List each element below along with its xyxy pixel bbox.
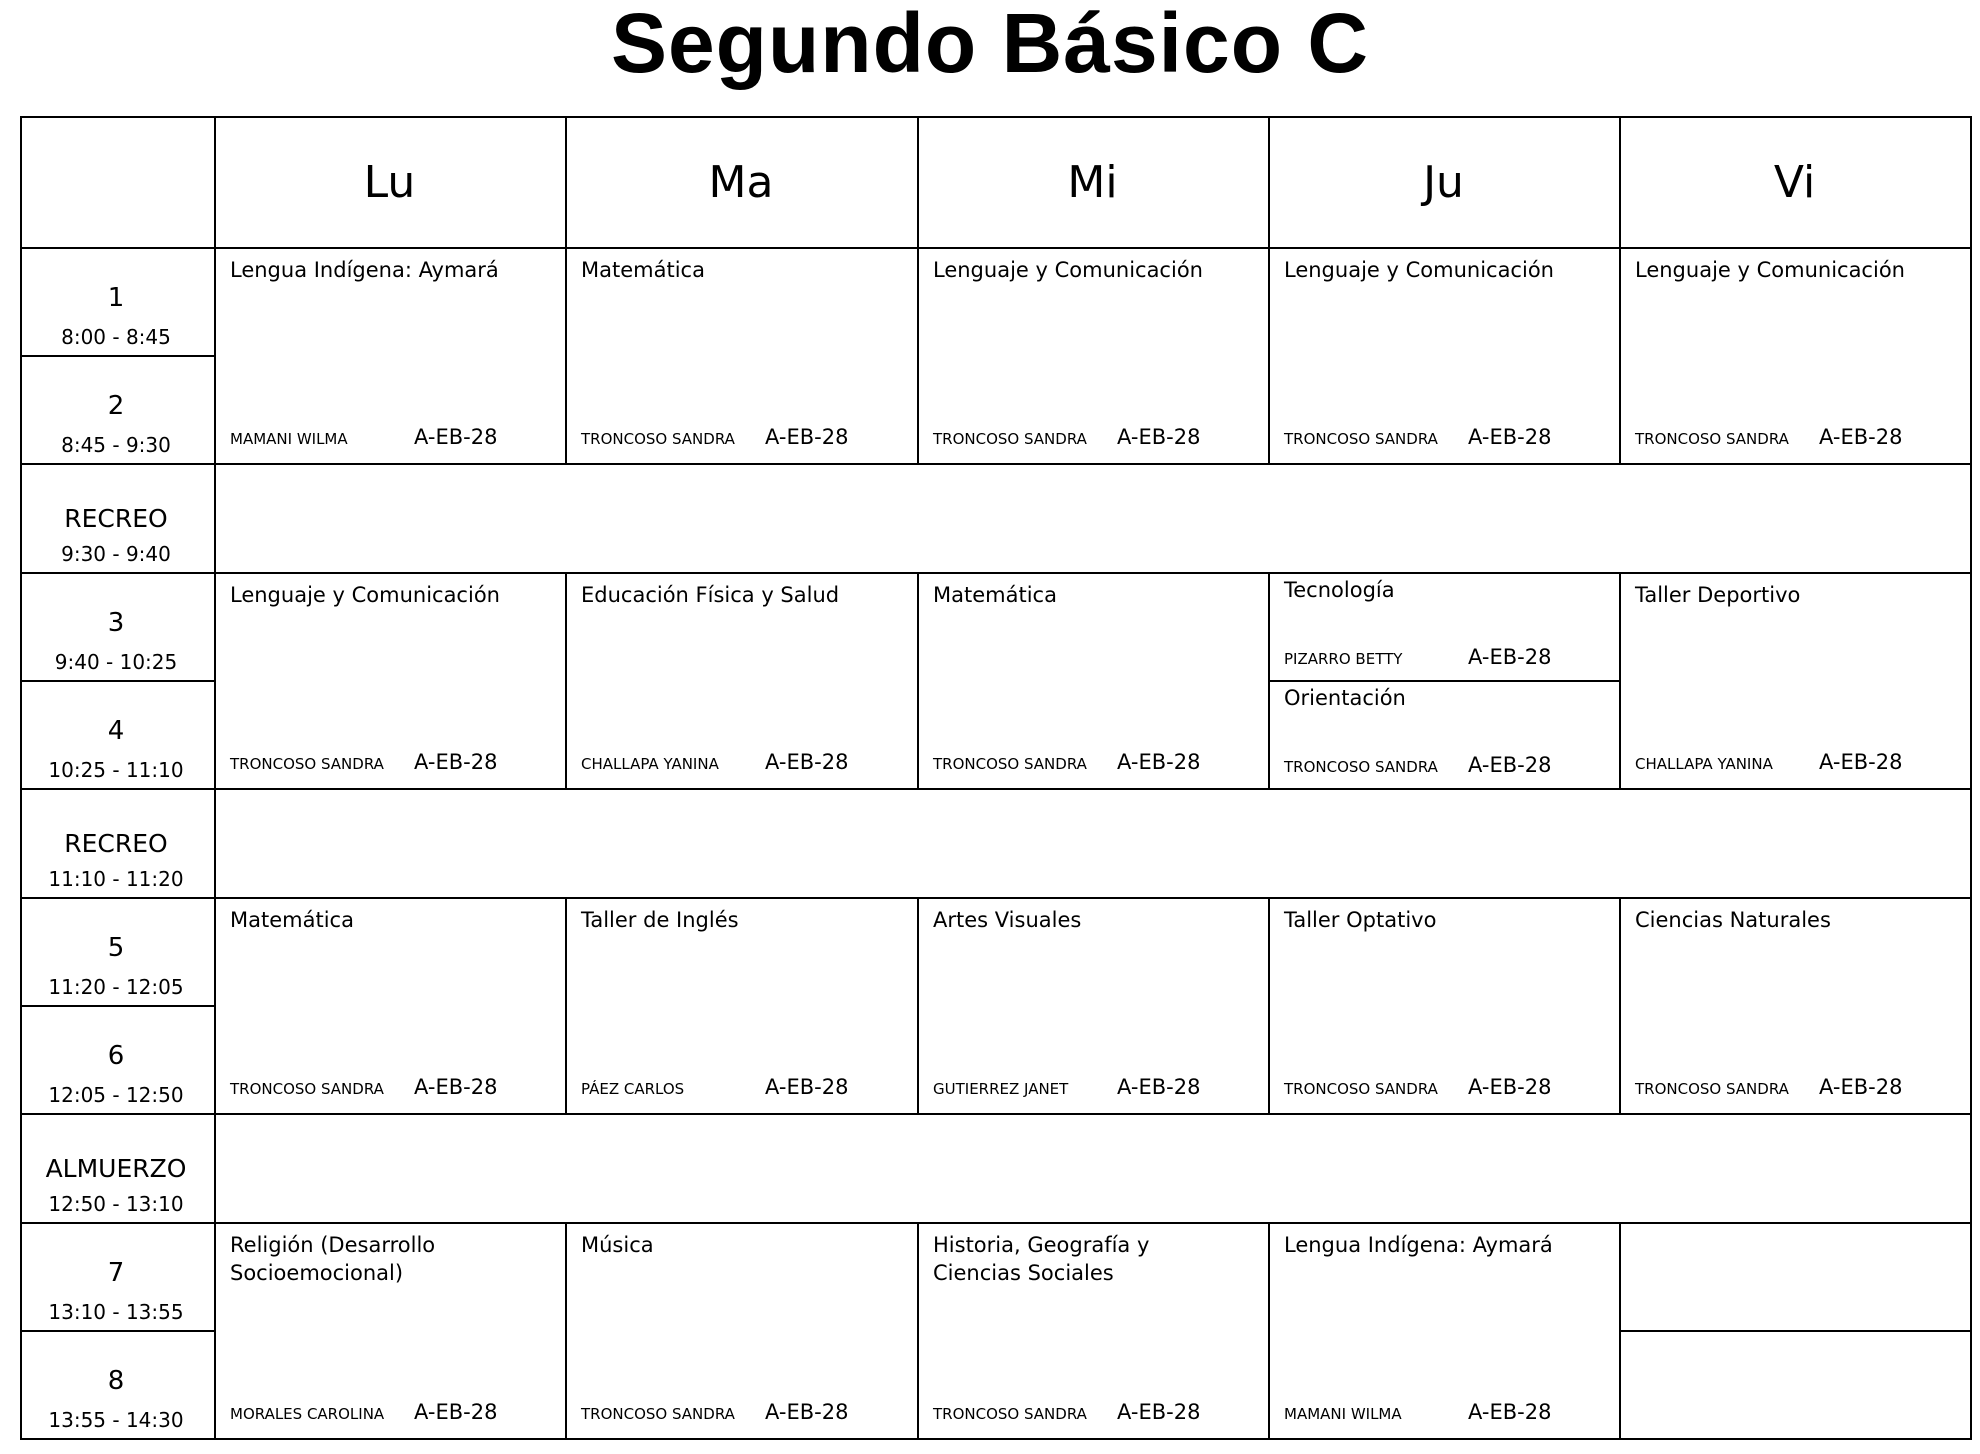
break-time: 9:30 - 9:40 xyxy=(61,542,171,566)
period-time: 10:25 - 11:10 xyxy=(48,758,184,782)
split-cell-divider xyxy=(1268,680,1619,682)
room-code: A-EB-28 xyxy=(414,1075,498,1099)
teacher-name: MORALES CAROLINA xyxy=(230,1405,385,1423)
room-code: A-EB-28 xyxy=(414,1400,498,1424)
period-number: 7 xyxy=(107,1258,125,1288)
room-code: A-EB-28 xyxy=(1117,750,1201,774)
teacher-name: PIZARRO BETTY xyxy=(1284,650,1403,668)
room-code: A-EB-28 xyxy=(414,750,498,774)
break-time: 12:50 - 13:10 xyxy=(48,1192,184,1216)
subject-label: Taller Optativo xyxy=(1284,908,1437,932)
room-code: A-EB-28 xyxy=(1468,1075,1552,1099)
teacher-name: TRONCOSO SANDRA xyxy=(230,1080,384,1098)
teacher-name: TRONCOSO SANDRA xyxy=(933,755,1087,773)
day-column-divider xyxy=(565,572,567,788)
row-divider xyxy=(20,1222,1972,1224)
subject-label: Lenguaje y Comunicación xyxy=(1284,258,1554,282)
subject-label: Ciencias Naturales xyxy=(1635,908,1831,932)
room-code: A-EB-28 xyxy=(1117,1400,1201,1424)
room-code: A-EB-28 xyxy=(1468,645,1552,669)
teacher-name: CHALLAPA YANINA xyxy=(581,755,719,773)
teacher-name: TRONCOSO SANDRA xyxy=(1635,1080,1789,1098)
day-header-mi: Mi xyxy=(1067,156,1118,208)
day-column-divider xyxy=(1619,897,1621,1113)
page-title: Segundo Básico C xyxy=(610,0,1370,90)
period-divider xyxy=(20,680,214,682)
day-column-divider xyxy=(1619,247,1621,463)
period-number: 6 xyxy=(107,1041,125,1071)
teacher-name: TRONCOSO SANDRA xyxy=(230,755,384,773)
period-time: 12:05 - 12:50 xyxy=(48,1083,184,1107)
subject-label: Lenguaje y Comunicación xyxy=(933,258,1203,282)
period-number: 2 xyxy=(107,391,125,421)
teacher-name: TRONCOSO SANDRA xyxy=(1284,430,1438,448)
day-header-lu: Lu xyxy=(363,156,416,208)
subject-label: Taller Deportivo xyxy=(1635,583,1801,607)
subject-label: Lengua Indígena: Aymará xyxy=(1284,1233,1553,1257)
room-code: A-EB-28 xyxy=(765,750,849,774)
teacher-name: GUTIERREZ JANET xyxy=(933,1080,1069,1098)
period-column-divider xyxy=(214,116,216,1440)
row-divider xyxy=(20,1438,1972,1440)
row-divider xyxy=(20,897,1972,899)
period-number: 3 xyxy=(107,608,125,638)
teacher-name: PÁEZ CARLOS xyxy=(581,1080,685,1098)
day-column-divider xyxy=(565,897,567,1113)
subject-label: Educación Física y Salud xyxy=(581,583,840,607)
day-column-divider xyxy=(565,247,567,463)
period-number: 5 xyxy=(107,933,125,963)
day-header-ju: Ju xyxy=(1423,156,1464,208)
period-time: 8:45 - 9:30 xyxy=(61,433,171,457)
room-code: A-EB-28 xyxy=(1117,1075,1201,1099)
subject-label: Historia, Geografía y Ciencias Sociales xyxy=(933,1233,1150,1285)
teacher-name: MAMANI WILMA xyxy=(230,430,348,448)
subject-label: Tecnología xyxy=(1284,578,1395,602)
row-divider xyxy=(20,788,1972,790)
day-column-divider xyxy=(917,1222,919,1438)
subject-label: Lengua Indígena: Aymará xyxy=(230,258,499,282)
day-column-divider xyxy=(1268,1222,1270,1438)
subject-label: Artes Visuales xyxy=(933,908,1082,932)
subject-label: Música xyxy=(581,1233,654,1257)
subject-label: Religión (Desarrollo Socioemocional) xyxy=(230,1233,436,1285)
day-column-divider xyxy=(1268,897,1270,1113)
subject-label: Lenguaje y Comunicación xyxy=(230,583,500,607)
period-time: 13:10 - 13:55 xyxy=(48,1300,184,1324)
period-divider xyxy=(20,355,214,357)
day-column-divider xyxy=(1619,572,1621,788)
subject-label: Taller de Inglés xyxy=(581,908,739,932)
room-code: A-EB-28 xyxy=(765,1075,849,1099)
teacher-name: CHALLAPA YANINA xyxy=(1635,755,1773,773)
period-number: 8 xyxy=(107,1366,125,1396)
room-code: A-EB-28 xyxy=(1819,1075,1903,1099)
row-divider xyxy=(20,1113,1972,1115)
teacher-name: TRONCOSO SANDRA xyxy=(1284,758,1438,776)
room-code: A-EB-28 xyxy=(1468,753,1552,777)
subject-label: Matemática xyxy=(230,908,354,932)
day-column-divider xyxy=(917,897,919,1113)
day-column-divider xyxy=(917,247,919,463)
table-border-right xyxy=(1970,116,1972,1440)
break-time: 11:10 - 11:20 xyxy=(48,867,184,891)
break-name: RECREO xyxy=(64,829,168,858)
period-time: 9:40 - 10:25 xyxy=(54,650,178,674)
period-number: 1 xyxy=(107,283,125,313)
teacher-name: TRONCOSO SANDRA xyxy=(933,1405,1087,1423)
teacher-name: TRONCOSO SANDRA xyxy=(1635,430,1789,448)
day-header-ma: Ma xyxy=(708,156,774,208)
room-code: A-EB-28 xyxy=(765,1400,849,1424)
subject-label: Matemática xyxy=(581,258,705,282)
day-column-divider xyxy=(1268,247,1270,463)
period-divider xyxy=(20,1330,214,1332)
period-divider xyxy=(20,1005,214,1007)
period-time: 13:55 - 14:30 xyxy=(48,1408,184,1432)
room-code: A-EB-28 xyxy=(414,425,498,449)
teacher-name: TRONCOSO SANDRA xyxy=(933,430,1087,448)
empty-cell-divider xyxy=(1619,1330,1970,1332)
room-code: A-EB-28 xyxy=(1819,750,1903,774)
row-divider xyxy=(20,463,1972,465)
day-column-divider xyxy=(917,572,919,788)
period-time: 11:20 - 12:05 xyxy=(48,975,184,999)
teacher-name: TRONCOSO SANDRA xyxy=(581,430,735,448)
room-code: A-EB-28 xyxy=(1819,425,1903,449)
header-divider xyxy=(20,247,1972,249)
room-code: A-EB-28 xyxy=(1468,1400,1552,1424)
subject-label: Lenguaje y Comunicación xyxy=(1635,258,1905,282)
room-code: A-EB-28 xyxy=(1117,425,1201,449)
teacher-name: TRONCOSO SANDRA xyxy=(1284,1080,1438,1098)
subject-label: Orientación xyxy=(1284,686,1406,710)
period-time: 8:00 - 8:45 xyxy=(61,325,171,349)
teacher-name: TRONCOSO SANDRA xyxy=(581,1405,735,1423)
room-code: A-EB-28 xyxy=(765,425,849,449)
subject-label: Matemática xyxy=(933,583,1057,607)
teacher-name: MAMANI WILMA xyxy=(1284,1405,1402,1423)
room-code: A-EB-28 xyxy=(1468,425,1552,449)
period-number: 4 xyxy=(107,716,125,746)
break-name: ALMUERZO xyxy=(45,1154,187,1183)
day-column-divider xyxy=(565,1222,567,1438)
day-header-vi: Vi xyxy=(1773,156,1816,208)
break-name: RECREO xyxy=(64,504,168,533)
row-divider xyxy=(20,572,1972,574)
